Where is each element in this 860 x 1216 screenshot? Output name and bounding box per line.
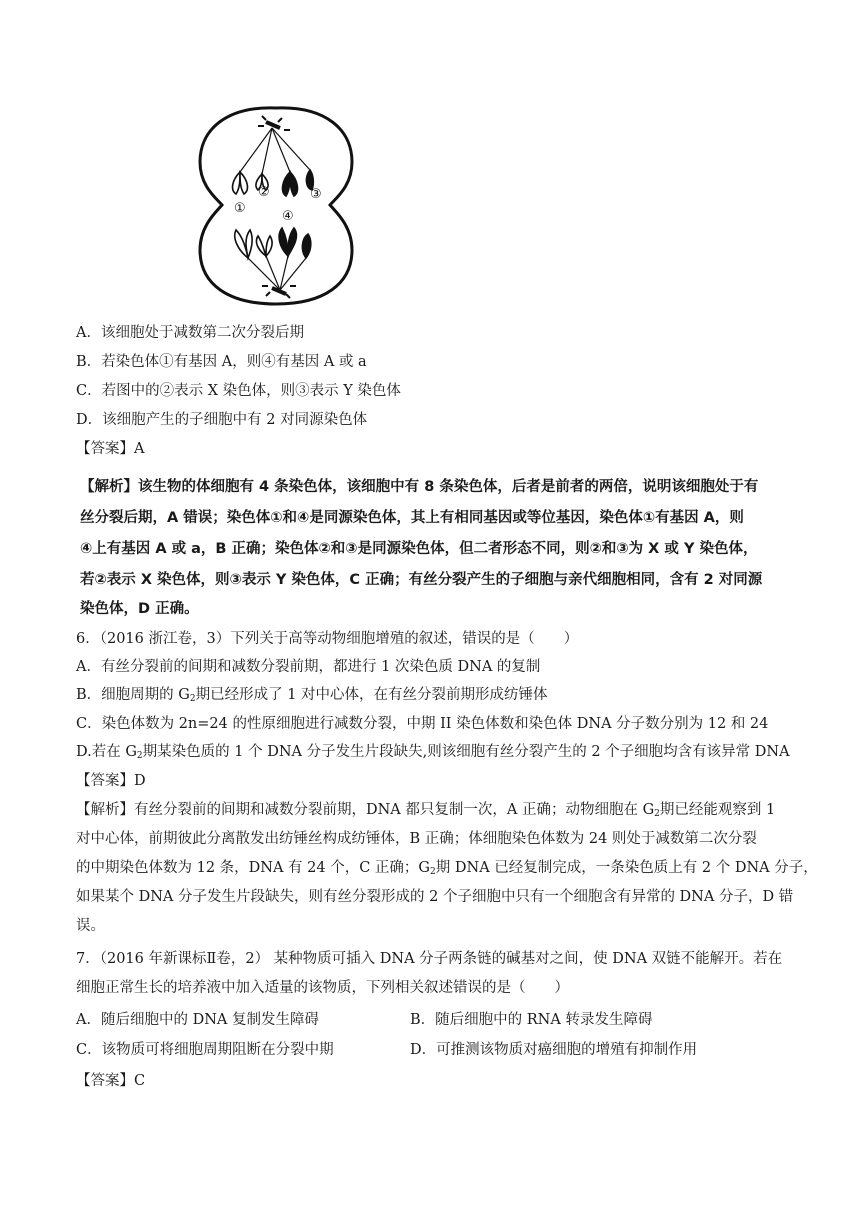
- chromosome-lower-rod: [302, 234, 310, 258]
- q5-analysis-line-2: 丝分裂后期，A 错误；染色体①和④是同源染色体，其上有相同基因或等位基因，染色体①有基因 A，则: [80, 510, 744, 526]
- q6-analysis-line-5: 误。: [76, 918, 105, 934]
- chromosome-lower-left: [235, 230, 252, 258]
- q5-answer: 【答案】A: [76, 441, 145, 457]
- label-3: ③: [310, 187, 322, 202]
- q7-option-a: A．随后细胞中的 DNA 复制发生障碍: [76, 1012, 319, 1028]
- q7-answer: 【答案】C: [76, 1073, 146, 1089]
- label-2: ②: [258, 185, 270, 200]
- chromosome-1: [233, 172, 248, 194]
- q5-option-a: A．该细胞处于减数第二次分裂后期: [76, 325, 304, 341]
- cell-division-figure: [196, 100, 356, 310]
- q6-analysis-line-3: 的中期染色体数为 12 条，DNA 有 24 个，C 正确；$G_2$期 DNA 已经复制完成，一条染色质上有 2 个 DNA 分子，: [76, 860, 818, 877]
- q6-stem: 6．（2016 浙江卷，3）下列关于高等动物细胞增殖的叙述，错误的是（ ）: [76, 631, 579, 647]
- q5-option-b: B．若染色体①有基因 A，则④有基因 A 或 a: [76, 354, 367, 370]
- q7-option-d: D．可推测该物质对癌细胞的增殖有抑制作用: [410, 1042, 698, 1058]
- q5-option-c: C．若图中的②表示 X 染色体，则③表示 Y 染色体: [76, 383, 401, 399]
- q6-answer: 【答案】D: [76, 773, 146, 789]
- label-4: ④: [282, 209, 294, 224]
- chromosome-black-upper: [283, 172, 298, 196]
- q6-analysis-line-4: 如果某个 DNA 分子发生片段缺失，则有丝分裂形成的 2 个子细胞中只有一个细胞含有异常的 DNA 分子，D 错: [76, 889, 794, 905]
- q7-stem-line-1: 7．（2016 年新课标Ⅱ卷，2） 某种物质可插入 DNA 分子两条链的碱基对之间，使 DNA 双链不能解开。若在: [76, 951, 783, 967]
- q7-stem-line-2: 细胞正常生长的培养液中加入适量的该物质，下列相关叙述错误的是（ ）: [76, 980, 569, 996]
- q6-analysis-line-2: 对中心体，前期彼此分离散发出纺锤丝构成纺锤体，B 正确；体细胞染色体数为 24 则处于减数第二次分裂: [76, 831, 757, 847]
- q5-analysis-line-3: ④上有基因 A 或 a，B 正确；染色体②和③是同源染色体，但二者形态不同，则②和③为 X 或 Y 染色体，: [80, 541, 758, 557]
- q5-analysis-line-4: 若②表示 X 染色体，则③表示 Y 染色体，C 正确；有丝分裂产生的子细胞与亲代细胞相同，含有 2 对同源: [80, 572, 763, 588]
- q6-option-b: B．细胞周期的 $G_2$期已经形成了 1 对中心体，在有丝分裂前期形成纺锤体: [76, 687, 548, 704]
- q6-option-d: D.若在 $G_2$期某染色质的 1 个 DNA 分子发生片段缺失,则该细胞有丝分裂产生的 2 个子细胞均含有该异常 DNA: [76, 744, 790, 761]
- q6-analysis-line-1: 【解析】有丝分裂前的间期和减数分裂前期，DNA 都只复制一次，A 正确；动物细胞在 $G_2$期已经能观察到 1: [76, 802, 776, 819]
- q7-option-b: B．随后细胞中的 RNA 转录发生障碍: [410, 1012, 653, 1028]
- q6-option-a: A．有丝分裂前的间期和减数分裂前期，都进行 1 次染色质 DNA 的复制: [76, 659, 541, 675]
- chromosome-lower-mid: [256, 236, 272, 256]
- label-1: ①: [234, 201, 246, 216]
- q5-analysis-line-5: 染色体，D 正确。: [80, 601, 199, 617]
- q5-analysis-line-1: 【解析】该生物的体细胞有 4 条染色体，该细胞中有 8 条染色体，后者是前者的两倍，说明该细胞处于有: [80, 479, 759, 495]
- upper-centrosome: [258, 116, 290, 130]
- chromosome-4: [279, 228, 296, 256]
- q6-option-c: C．染色体数为 2n=24 的性原细胞进行减数分裂，中期 II 染色体数和染色体 DNA 分子数分别为 12 和 24: [76, 716, 769, 732]
- q5-option-d: D．该细胞产生的子细胞中有 2 对同源染色体: [76, 412, 368, 428]
- q7-option-c: C．该物质可将细胞周期阻断在分裂中期: [76, 1042, 334, 1058]
